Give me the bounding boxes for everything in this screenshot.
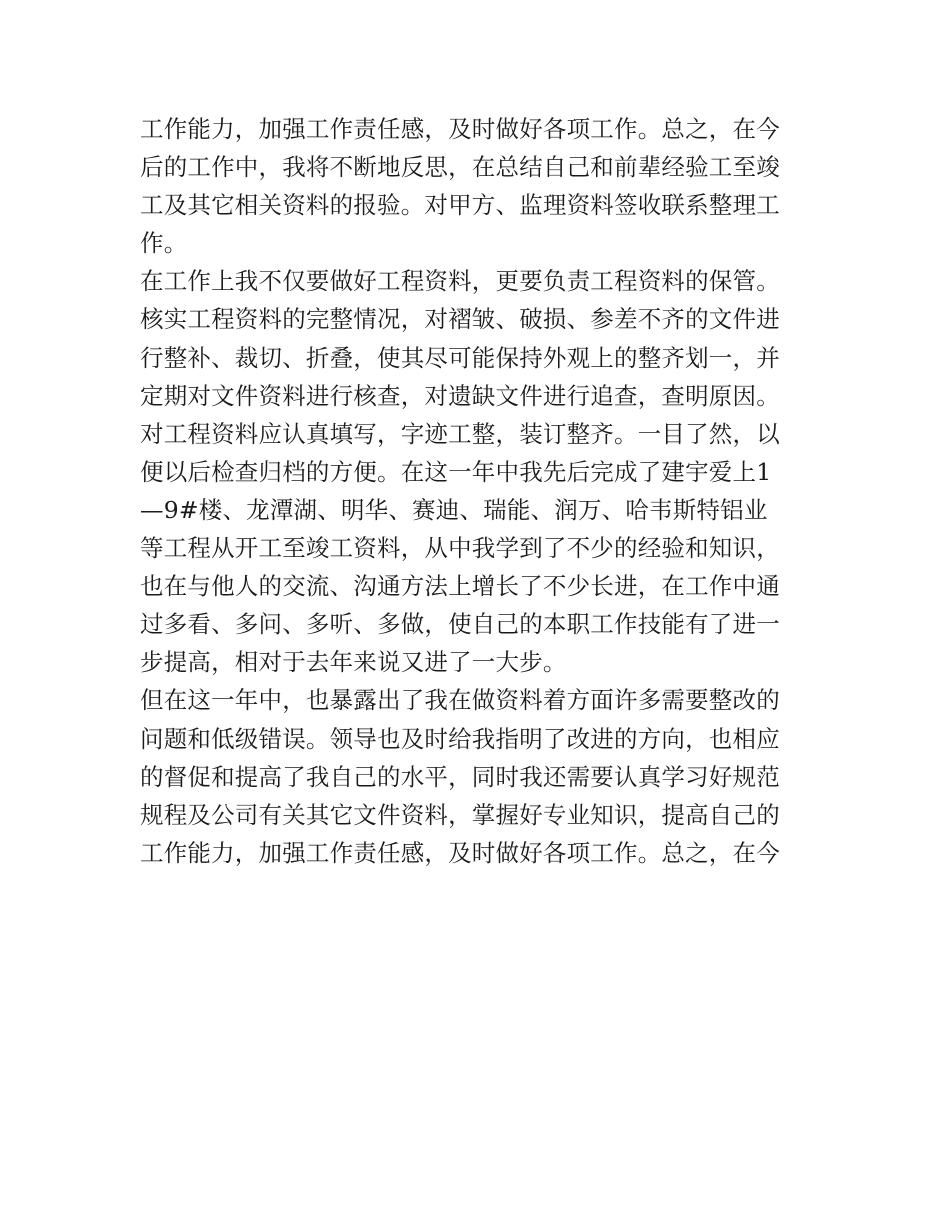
text-line: 工作能力，加强工作责任感，及时做好各项工作。总之，在今 (140, 838, 780, 867)
text-line: 也在与他人的交流、沟通方法上增长了不少长进，在工作中通 (140, 572, 780, 601)
text-line: 工作能力，加强工作责任感，及时做好各项工作。总之，在今 (140, 115, 780, 143)
text-line: 的督促和提高了我自己的水平，同时我还需要认真学习好规范 (140, 762, 780, 791)
text-line: 作。 (140, 229, 188, 258)
text-line: 行整补、裁切、折叠，使其尽可能保持外观上的整齐划一，并 (140, 343, 780, 372)
text-line: 但在这一年中，也暴露出了我在做资料着方面许多需要整改的 (140, 686, 780, 715)
text-line: 过多看、多问、多听、多做，使自己的本职工作技能有了进一 (140, 610, 780, 639)
text-line: 对工程资料应认真填写，字迹工整，装订整齐。一目了然，以 (140, 419, 780, 448)
text-line: 在工作上我不仅要做好工程资料，更要负责工程资料的保管。 (140, 267, 780, 296)
text-line: 工及其它相关资料的报验。对甲方、监理资料签收联系整理工 (140, 191, 780, 220)
document-body (140, 110, 820, 872)
text-line: 问题和低级错误。领导也及时给我指明了改进的方向，也相应 (140, 724, 780, 753)
text-line: 规程及公司有关其它文件资料，掌握好专业知识，提高自己的 (140, 800, 780, 829)
text-line: 便以后检查归档的方便。在这一年中我先后完成了建宇爱上1 (140, 457, 772, 486)
text-line: 等工程从开工至竣工资料，从中我学到了不少的经验和知识， (140, 534, 780, 563)
text-line: 核实工程资料的完整情况，对褶皱、破损、参差不齐的文件进 (140, 305, 780, 334)
text-line: 步提高，相对于去年来说又进了一大步。 (140, 648, 567, 677)
text-line: 后的工作中，我将不断地反思，在总结自己和前辈经验工至竣 (140, 153, 780, 182)
text-line: —9#楼、龙潭湖、明华、赛迪、瑞能、润万、哈韦斯特铝业 (140, 495, 768, 524)
text-line: 定期对文件资料进行核查，对遗缺文件进行追查，查明原因。 (140, 381, 780, 410)
